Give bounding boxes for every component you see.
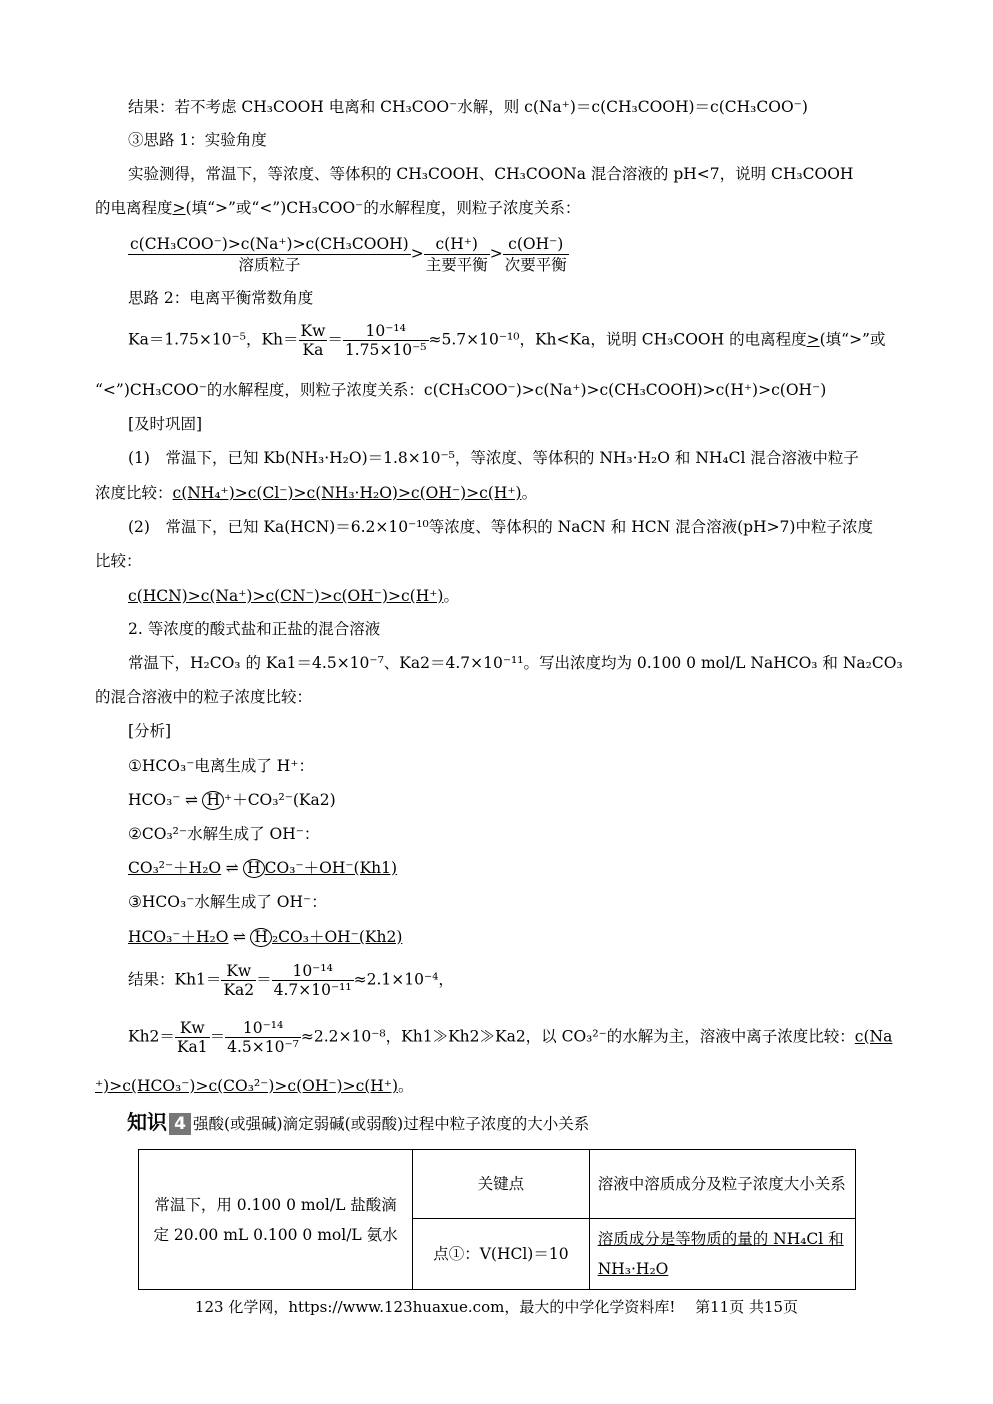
equation-2 [128,857,397,879]
relation-result-line: “<”)CH₃COO⁻的水解程度，则粒子浓度关系：c(CH₃COO⁻)>c(Na⁺)>c(CH₃COOH)>c(H⁺)>c(OH⁻) [95,381,827,399]
fraction-numerator: 10⁻¹⁴ [225,1019,301,1038]
solute-particles-label: 溶质粒子 [238,256,301,274]
answer-continuation-line [95,1075,414,1097]
fraction-values [272,962,354,999]
text-segment: (填“>”或“<”)CH₃COO⁻的水解程度，则粒子浓度关系： [185,199,581,217]
kh2-calculation-line [128,1019,892,1056]
exercise-2-line-2: 比较： [95,552,142,570]
consolidation-heading: [及时巩固] [128,415,203,433]
greater-than-sign: > [410,244,424,263]
fraction-kw-ka [299,322,328,359]
answer-continuation: ⁺)>c(HCO₃⁻)>c(CO₃²⁻)>c(OH⁻)>c(H⁺) [95,1077,399,1095]
fraction-numerator: Kw [221,962,256,981]
equals-sign: ＝ [327,330,343,349]
text-segment: 。 [398,1077,414,1095]
knowledge-number-badge: 4 [169,1113,191,1135]
answer-blank: > [172,199,186,217]
text-segment: 的电离程度 [95,199,173,217]
text-segment: HCO₃⁻＋H₂O [128,928,229,946]
text-segment: Ka＝1.75×10⁻⁵，Kh＝ [128,330,299,349]
idea-2-heading: 思路 2：电离平衡常数角度 [128,289,314,307]
knowledge-heading [127,1106,589,1135]
analysis-step-3: ③HCO₃⁻水解生成了 OH⁻： [128,893,327,911]
fraction-denominator: Ka2 [223,981,255,999]
text-segment: Kh2＝ [128,1027,175,1046]
exercise-1-answer: c(NH₄⁺)>c(Cl⁻)>c(NH₃·H₂O)>c(OH⁻)>c(H⁺) [172,484,522,502]
section-2-line-1: 常温下，H₂CO₃ 的 Ka1＝4.5×10⁻⁷、Ka2＝4.7×10⁻¹¹。写出浓度均为 0.100 0 mol/L NaHCO₃ 和 Na₂CO₃ [128,654,903,672]
solute-particles-group [128,234,411,275]
result-line-1: 结果：若不考虑 CH₃COOH 电离和 CH₃COO⁻水解，则 c(Na⁺)＝c(CH₃COOH)＝c(CH₃COO⁻) [128,98,808,116]
main-equilibrium-group [424,234,490,275]
secondary-equilibrium-group [503,234,569,275]
exercise-2-answer: c(HCN)>c(Na⁺)>c(CN⁻)>c(OH⁻)>c(H⁺) [128,587,444,605]
exercise-1-line-2 [95,482,537,504]
fraction-denominator: Ka1 [176,1038,208,1056]
text-segment: HCO₃⁻ [128,791,181,809]
page-footer: 123 化学网，https://www.123huaxue.com，最大的中学化学资料库! 第11页 共15页 [194,1298,799,1316]
main-equilibrium-species: c(H⁺) [424,234,490,255]
text-segment: ≈5.7×10⁻¹⁰，Kh<Ka，说明 CH₃COOH 的电离程度 [428,330,807,349]
titration-condition-cell: 常温下，用 0.100 0 mol/L 盐酸滴定 20.00 mL 0.100 0 mol/L 氨水 [139,1150,413,1290]
text-segment: ≈2.1×10⁻⁴， [353,970,454,989]
fraction-denominator: 1.75×10⁻⁵ [344,341,427,359]
solute-particles-relation: c(CH₃COO⁻)>c(Na⁺)>c(CH₃COOH) [130,235,409,253]
equals-sign: ＝ [256,970,272,989]
text-segment: ⁺＋CO₃²⁻(Ka2) [224,791,336,809]
equation-1 [128,789,336,811]
fraction-values [343,322,429,359]
section-2-line-2: 的混合溶液中的粒子浓度比较： [95,688,313,706]
answer-blank: > [806,330,820,349]
circled-species: H [250,928,272,947]
fraction-numerator: 10⁻¹⁴ [272,962,354,981]
knowledge-title: 强酸(或强碱)滴定弱碱(或弱酸)过程中粒子浓度的大小关系 [193,1115,590,1133]
fraction-numerator: Kw [300,322,326,340]
text-segment: ≈2.2×10⁻⁸，Kh1≫Kh2≫Ka2，以 CO₃²⁻的水解为主，溶液中离子浓度比较： [300,1027,855,1046]
main-equilibrium-label: 主要平衡 [425,256,488,274]
fraction-denominator: 4.5×10⁻⁷ [227,1038,299,1056]
equilibrium-arrow-icon: ⇌ [184,791,198,809]
titration-table [138,1149,856,1290]
text-segment: ₂CO₃＋OH⁻(Kh2) [271,928,403,946]
fraction-kw-ka1 [175,1019,210,1056]
text-segment: 。 [521,484,538,502]
exercise-2-answer-line [128,585,459,607]
analysis-step-1: ①HCO₃⁻电离生成了 H⁺： [128,757,315,775]
text-segment: 结果：Kh1＝ [128,970,222,989]
experiment-line-1: 实验测得，常温下，等浓度、等体积的 CH₃COOH、CH₃COONa 混合溶液的 pH<7，说明 CH₃COOH [128,165,854,183]
key-point-header: 关键点 [413,1150,590,1219]
secondary-equilibrium-species: c(OH⁻) [503,234,569,255]
fraction-values [225,1019,301,1056]
equilibrium-arrow-icon: ⇌ [225,859,239,877]
circled-species: H [202,791,224,810]
analysis-heading: [分析] [128,722,172,740]
experiment-line-2 [95,197,580,219]
section-2-heading: 2. 等浓度的酸式盐和正盐的混合溶液 [128,620,381,638]
equation-3 [128,926,402,948]
fraction-denominator: Ka [302,341,324,359]
fraction-denominator: 4.7×10⁻¹¹ [273,981,352,999]
solute-description-header: 溶液中溶质成分及粒子浓度大小关系 [589,1150,855,1219]
text-segment: (填“>”或 [819,330,886,349]
key-point-cell: 点①：V(HCl)＝10 [413,1219,590,1290]
analysis-step-2: ②CO₃²⁻水解生成了 OH⁻： [128,825,320,843]
fraction-numerator: 10⁻¹⁴ [343,322,429,341]
text-segment: CO₃⁻＋OH⁻(Kh1) [264,859,398,877]
table-row [139,1150,856,1219]
exercise-1-line-1: (1) 常温下，已知 Kb(NH₃·H₂O)＝1.8×10⁻⁵，等浓度、等体积的 NH₃·H₂O 和 NH₄Cl 混合溶液中粒子 [128,449,859,467]
text-segment: 。 [443,587,459,605]
answer-start: c(Na [854,1027,893,1046]
fraction-kw-ka2 [221,962,256,999]
secondary-equilibrium-label: 次要平衡 [504,256,567,274]
concentration-relation-diagram [128,234,569,275]
kh-calculation-line [128,322,885,359]
kh1-calculation-line [128,962,454,999]
knowledge-label: 知识 [127,1110,167,1134]
greater-than-sign: > [489,244,503,263]
text-segment: CO₃²⁻＋H₂O [128,859,222,877]
solute-description-cell: 溶质成分是等物质的量的 NH₄Cl 和 NH₃·H₂O [589,1219,855,1290]
exercise-2-line-1: (2) 常温下，已知 Ka(HCN)＝6.2×10⁻¹⁰等浓度、等体积的 NaCN 和 HCN 混合溶液(pH>7)中粒子浓度 [128,518,873,536]
idea-1-heading: ③思路 1：实验角度 [128,131,267,149]
equilibrium-arrow-icon: ⇌ [232,928,246,946]
equals-sign: ＝ [209,1027,226,1046]
circled-species: H [243,859,265,878]
text-segment: 浓度比较： [95,484,173,502]
fraction-numerator: Kw [175,1019,210,1038]
